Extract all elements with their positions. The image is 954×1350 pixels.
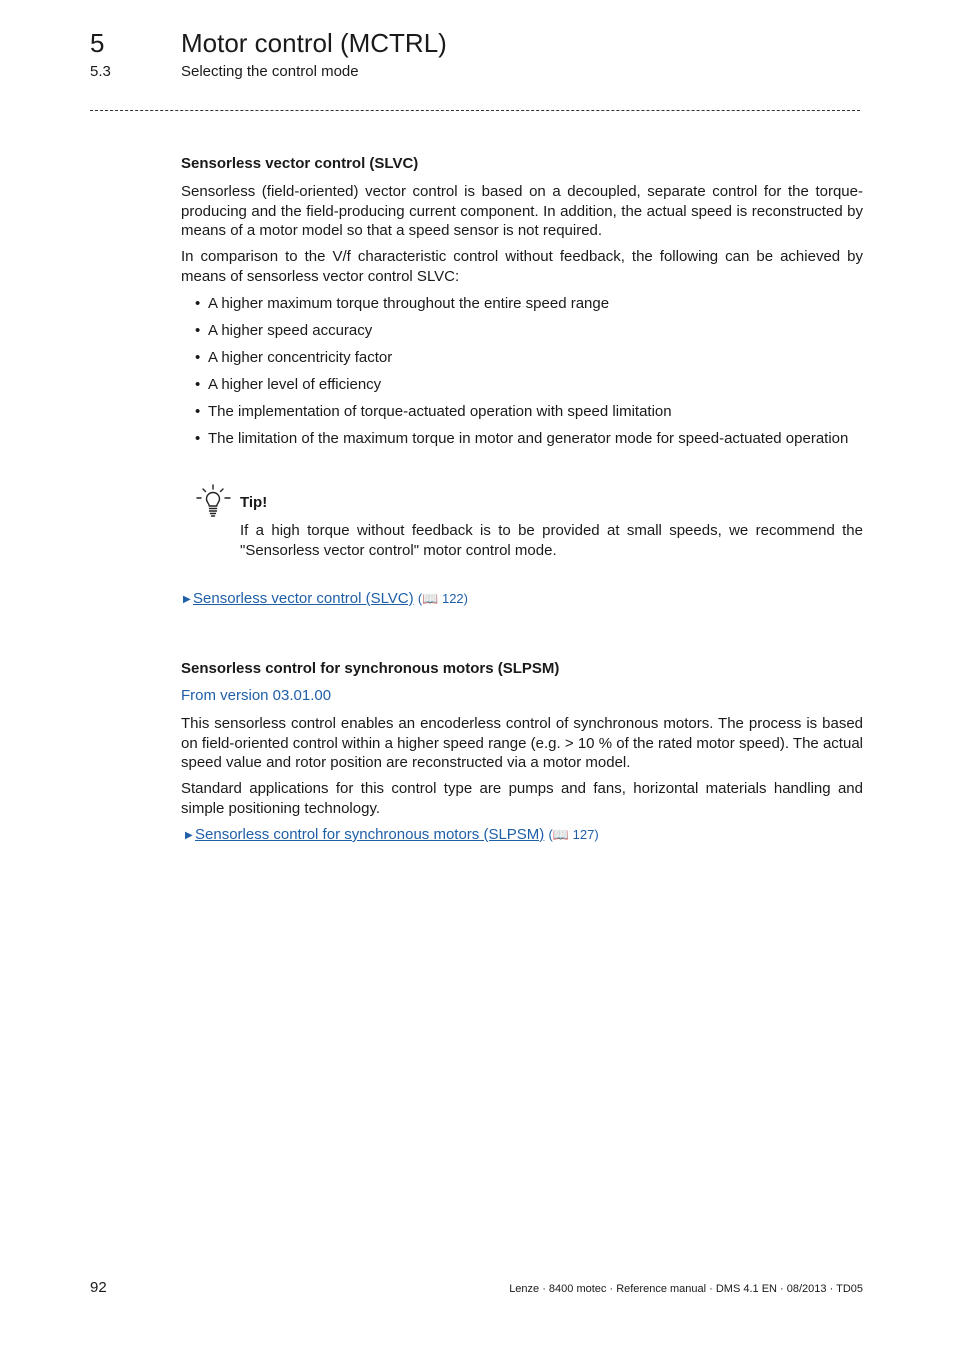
chapter-number: 5 <box>90 28 105 58</box>
slpsm-paragraph-1: This sensorless control enables an encoderless control of synchronous motors. The process is based on field-oriented control within a higher speed range (e.g. > 10 % of the rated motor speed). The actual speed value and rotor position are reconstructed via a motor model. <box>181 715 863 771</box>
slvc-cross-reference[interactable] <box>183 590 468 607</box>
slvc-paragraph-2: In comparison to the V/f characteristic control without feedback, the following can be achieved by means of sensorless vector control SLVC: <box>181 248 863 285</box>
tip-text: If a high torque without feedback is to be provided at small speeds, we recommend the "Sensorless vector control" motor control mode. <box>240 522 863 559</box>
lightbulb-icon <box>196 484 232 518</box>
section-number: 5.3 <box>90 63 111 80</box>
page-number: 127 <box>572 827 595 842</box>
triangle-right-icon: ▶ <box>185 830 193 841</box>
list-item: • The limitation of the maximum torque in motor and generator mode for speed-actuated operation <box>181 429 863 449</box>
list-item: • The implementation of torque-actuated operation with speed limitation <box>181 402 863 422</box>
tip-label: Tip! <box>240 494 268 511</box>
slpsm-heading: Sensorless control for synchronous motors (SLPSM) <box>181 660 560 677</box>
version-note: From version 03.01.00 <box>181 687 332 704</box>
slpsm-link[interactable]: Sensorless control for synchronous motors (SLPSM) <box>195 826 545 843</box>
document-info: Lenze · 8400 motec · Reference manual · DMS 4.1 EN · 08/2013 · TD05 <box>509 1283 863 1295</box>
slvc-benefits-list <box>181 294 863 456</box>
list-item: • A higher speed accuracy <box>181 321 863 341</box>
page-number: 122 <box>441 591 464 606</box>
page-reference[interactable]: (📖 122) <box>417 591 469 606</box>
header-divider <box>90 110 860 111</box>
slvc-paragraph-1: Sensorless (field-oriented) vector control is based on a decoupled, separate control for the torque-producing and the field-producing current component. In addition, the actual speed is reconstructed by means of a motor model so that a speed sensor is not required. <box>181 183 863 239</box>
page-reference[interactable]: (📖 127) <box>548 827 599 842</box>
triangle-right-icon: ▶ <box>183 594 191 605</box>
list-item: • A higher level of efficiency <box>181 375 863 395</box>
section-title: Selecting the control mode <box>181 63 359 80</box>
slvc-heading: Sensorless vector control (SLVC) <box>181 155 419 172</box>
book-icon: 📖 <box>552 827 570 842</box>
list-item: • A higher concentricity factor <box>181 348 863 368</box>
slvc-link[interactable]: Sensorless vector control (SLVC) <box>193 590 414 607</box>
page-number: 92 <box>90 1279 107 1296</box>
slpsm-paragraph-2: Standard applications for this control type are pumps and fans, horizontal materials handling and simple positioning technology. <box>181 780 863 817</box>
book-icon: 📖 <box>422 591 439 606</box>
chapter-title: Motor control (MCTRL) <box>181 28 447 58</box>
list-item: • A higher maximum torque throughout the entire speed range <box>181 294 863 314</box>
slpsm-cross-reference[interactable] <box>185 826 599 843</box>
